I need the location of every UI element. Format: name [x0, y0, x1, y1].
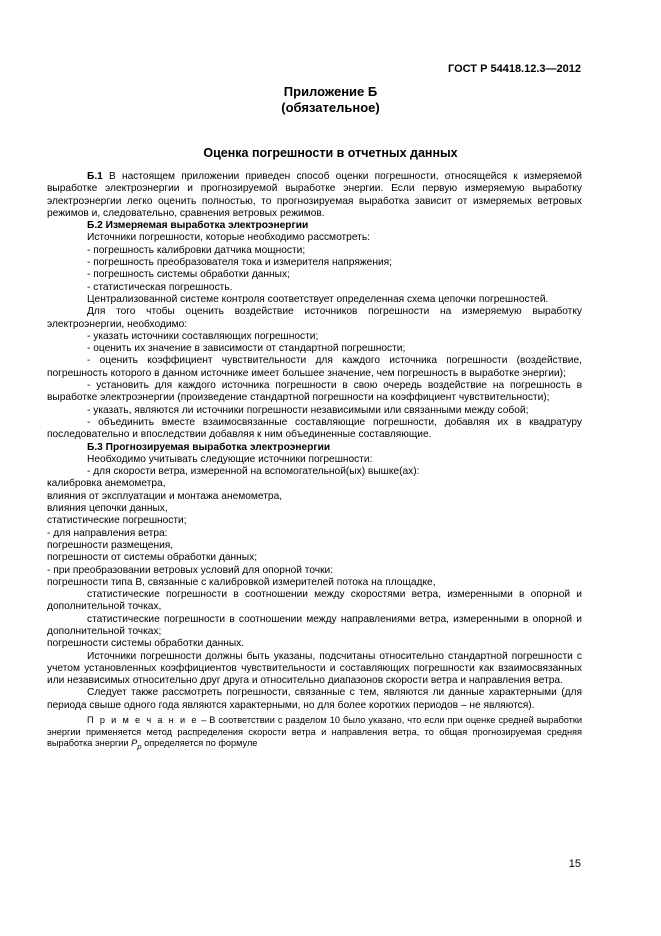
- annex-heading: [0, 84, 661, 116]
- list-subitem: статистические погрешности в соотношении между скоростями ветра, измеренными в опорной и дополнительной точках,: [47, 589, 582, 613]
- paragraph: Источники погрешности должны быть указаны, подсчитаны относительно стандартной погрешности с учетом установленных коэффициентов чувствительности и составляющих погрешности как взаимосвязанных или независимых относительно друг друга и относительно диапазонов скорости ветра и направления ветра.: [47, 650, 582, 687]
- paragraph: Необходимо учитывать следующие источники погрешности:: [87, 453, 373, 465]
- document-code: ГОСТ Р 54418.12.3—2012: [447, 63, 581, 75]
- note: П р и м е ч а н и е – В соответствии с разделом 10 было указано, что если при оценке средней выработки энергии применяется метод распределения скорости ветра и направления ветра, то общая прогнозируемая средняя выработка энергии $P_p$ определяется по формуле: [47, 715, 583, 752]
- paragraph: Источники погрешности, которые необходимо рассмотреть:: [87, 232, 370, 244]
- formula-subscript: p: [137, 742, 142, 752]
- list-subitem: погрешности размещения,: [47, 539, 174, 551]
- list-item: - погрешность системы обработки данных;: [87, 269, 290, 281]
- list-item: - статистическая погрешность.: [87, 281, 233, 293]
- clause-heading: Б.3 Прогнозируемая выработка электроэнергии: [87, 441, 331, 453]
- paragraph: Следует также рассмотреть погрешности, связанные с тем, являются ли данные характерными (для периода свыше одного года являются характерными, но для более коротких периодов – не являются).: [47, 687, 582, 711]
- list-item: - погрешность калибровки датчика мощности;: [87, 244, 306, 256]
- paragraph-b1: Б.1 В настоящем приложении приведен способ оценки погрешности, относящейся к измеряемой выработке электроэнергии и прогнозируемой выработке энергии. Если первую измеряемую выработку электроэнергии легко оценить полностью, то прогнозируемая выработка зависит от измеряемых ветровых режимов и, следовательно, сравнения ветровых режимов.: [47, 171, 582, 219]
- list-item: - для скорости ветра, измеренной на вспомогательной(ых) вышке(ах):: [87, 466, 420, 478]
- list-item: - для направления ветра:: [47, 527, 168, 539]
- list-item: - установить для каждого источника погрешности в свою очередь воздействие на погрешность в выработке электроэнергии (произведение стандартной погрешности на коэффициент чувствительности);: [47, 380, 582, 404]
- document-body: [47, 171, 582, 753]
- note-label: П р и м е ч а н и е: [87, 715, 199, 726]
- list-item: - оценить коэффициент чувствительности для каждого источника погрешности (воздействие, погрешность которого в данном источнике имеет большее значение, чем погрешность в выработке энергии);: [47, 355, 582, 379]
- list-subitem: статистические погрешности в соотношении между направлениями ветра, измеренными в опорной и дополнительной точках;: [47, 613, 582, 637]
- list-item: - объединить вместе взаимосвязанные составляющие погрешности, добавляя их в квадратуру последовательно и впоследствии добавляя к ним объединенные составляющие.: [47, 416, 582, 441]
- clause-number: Б.1: [87, 171, 103, 182]
- annex-title: Приложение Б: [283, 84, 378, 99]
- paragraph: Централизованной системе контроля соответствует определенная схема цепочки погрешностей.: [87, 293, 549, 305]
- subheading-b3: [47, 442, 582, 454]
- list-subitem: статистические погрешности;: [47, 515, 187, 527]
- section-title: Оценка погрешности в отчетных данных: [203, 146, 458, 160]
- subheading-b2: [47, 220, 582, 232]
- annex-status: (обязательное): [281, 100, 380, 115]
- list-subitem: влияния от эксплуатации и монтажа анемометра,: [47, 490, 283, 502]
- list-subitem: погрешности от системы обработки данных;: [47, 552, 258, 564]
- page-number: 15: [568, 858, 581, 870]
- list-item: - указать источники составляющих погрешности;: [87, 330, 319, 342]
- list-subitem: влияния цепочки данных,: [47, 503, 168, 515]
- paragraph: Для того чтобы оценить воздействие источников погрешности на измеряемую выработку электроэнергии, необходимо:: [47, 306, 582, 330]
- list-subitem: калибровка анемометра,: [47, 478, 166, 490]
- list-item: - указать, являются ли источники погрешности независимыми или связанными между собой;: [87, 404, 529, 416]
- list-subitem: погрешности типа В, связанные с калибровкой измерителей потока на площадке,: [47, 576, 436, 588]
- clause-heading: Б.2 Измеряемая выработка электроэнергии: [87, 220, 309, 232]
- list-subitem: погрешности системы обработки данных.: [47, 638, 245, 650]
- list-item: - при преобразовании ветровых условий для опорной точки:: [47, 564, 334, 576]
- list-item: - оценить их значение в зависимости от стандартной погрешности;: [87, 343, 406, 355]
- list-item: - погрешность преобразователя тока и измерителя напряжения;: [87, 257, 393, 269]
- formula-symbol: P: [131, 738, 138, 749]
